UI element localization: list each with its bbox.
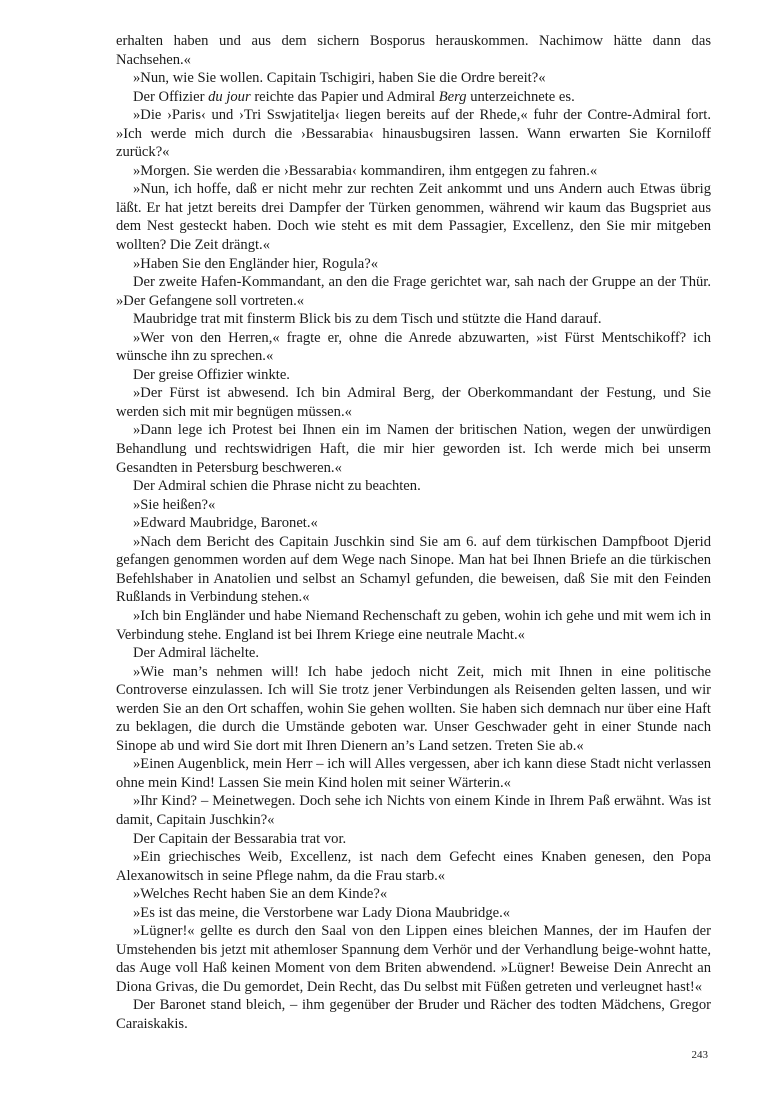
paragraph [116, 830, 711, 849]
body-text [116, 32, 711, 1034]
paragraph [116, 848, 711, 885]
paragraph [116, 496, 711, 515]
text-run: reichte das Papier und Admiral [250, 88, 439, 105]
text-run: »Die ›Paris‹ und ›Tri Sswjatitelja‹ liegen bereits auf der Rhede,« fuhr der Contre-Admiral fort. »Ich werde mich durch die ›Bessarabia‹ hinausbugsiren lassen. Wann erwarten Sie Korniloff zurück?« [116, 107, 711, 161]
text-run: »Nun, wie Sie wollen. Capitain Tschigiri, haben Sie die Ordre bereit?« [133, 70, 546, 87]
paragraph [116, 69, 711, 88]
text-run: »Haben Sie den Engländer hier, Rogula?« [133, 255, 379, 272]
paragraph [116, 180, 711, 254]
paragraph [116, 533, 711, 607]
paragraph [116, 904, 711, 923]
text-run: »Morgen. Sie werden die ›Bessarabia‹ kommandiren, ihm entgegen zu fahren.« [133, 162, 598, 179]
text-run: Der Admiral lächelte. [133, 645, 260, 662]
text-run: Der Baronet stand bleich, – ihm gegenüber der Bruder und Rächer des todten Mädchens, Gregor Caraiskakis. [116, 997, 711, 1032]
paragraph [116, 514, 711, 533]
text-run: »Wer von den Herren,« fragte er, ohne die Anrede abzuwarten, »ist Fürst Mentschikoff? ich wünsche ihn zu sprechen.« [116, 329, 711, 365]
text-run: »Ich bin Engländer und habe Niemand Rechenschaft zu geben, wohin ich gehe und mit wem ich in Verbindung stehe. England ist bei Ihrem Kriege eine neutrale Macht.« [116, 607, 711, 643]
paragraph [116, 384, 711, 421]
text-run: »Edward Maubridge, Baronet.« [133, 515, 318, 532]
page-number: 243 [691, 1049, 708, 1061]
paragraph [116, 255, 711, 274]
paragraph [116, 663, 711, 756]
paragraph [116, 32, 711, 69]
paragraph [116, 329, 711, 366]
text-run: Der greise Offizier winkte. [133, 366, 290, 383]
text-run: »Einen Augenblick, mein Herr – ich will Alles vergessen, aber ich kann diese Stadt nicht verlassen ohne mein Kind! Lassen Sie mein Kind holen mit seiner Wärterin.« [116, 756, 711, 791]
paragraph [116, 885, 711, 904]
text-run: »Sie heißen?« [133, 496, 216, 513]
text-run: »Welches Recht haben Sie an dem Kinde?« [133, 886, 388, 903]
paragraph [116, 792, 711, 829]
text-run: »Wie man’s nehmen will! Ich habe jedoch nicht Zeit, mich mit Ihnen in eine politische Controverse einzulassen. Ich will Sie trotz jener Verbindungen als Reisenden gelten lassen, und wir werden Sie an den Ort schaffen, wohin Sie gehen wollten. Sie haben sich demnach nur über eine Haft zu beklagen, die durch die Umstände geboten war. Unser Geschwader geht in einer Stunde nach Sinope ab und wird Sie dort mit Ihren Dienern an’s Land setzen. Treten Sie ab.« [116, 663, 711, 754]
paragraph [116, 162, 711, 181]
text-run: »Der Fürst ist abwesend. Ich bin Admiral Berg, der Oberkommandant der Festung, und Sie werden sich mit mir begnügen müssen.« [116, 385, 711, 420]
text-run: »Dann lege ich Protest bei Ihnen ein im Namen der britischen Nation, wegen der unwürdigen Behandlung und rechtswidrigen Haft, die mir hier geworden ist. Ich werde mich bei unserm Gesandten in Petersburg beschweren.« [116, 422, 711, 476]
text-run: Der zweite Hafen-Kommandant, an den die Frage gerichtet war, sah nach der Gruppe an der Thür. »Der Gefangene soll vortreten.« [116, 274, 711, 309]
text-run: »Ein griechisches Weib, Excellenz, ist nach dem Gefecht eines Knaben genesen, den Popa Alexanowitsch in seine Pflege nahm, da die Frau starb.« [116, 849, 711, 884]
paragraph [116, 273, 711, 310]
text-run: unterzeichnete es. [466, 88, 575, 105]
paragraph [116, 310, 711, 329]
paragraph [116, 106, 711, 162]
paragraph [116, 366, 711, 385]
paragraph [116, 644, 711, 663]
text-run: »Nach dem Bericht des Capitain Juschkin sind Sie am 6. auf dem türkischen Dampfboot Djerid gefangen genommen worden auf dem Wege nach Sinope. Man hat bei Ihnen Briefe an die türkischen Befehlshaber in Anatolien und selbst an Schamyl gefunden, die beweisen, daß Sie mit den Feinden Rußlands in Verbindung stehen.« [116, 533, 711, 606]
paragraph [116, 607, 711, 644]
text-run: Der Admiral schien die Phrase nicht zu beachten. [133, 478, 421, 495]
text-run: »Es ist das meine, die Verstorbene war Lady Diona Maubridge.« [133, 904, 511, 921]
text-run: erhalten haben und aus dem sichern Bosporus herauskommen. Nachimow hätte dann das Nachsehen.« [116, 33, 711, 68]
paragraph [116, 755, 711, 792]
text-run: »Ihr Kind? – Meinetwegen. Doch sehe ich Nichts von einem Kinde in Ihrem Paß erwähnt. Was ist damit, Capitain Juschkin?« [116, 793, 711, 828]
text-run: Der Offizier [133, 88, 209, 105]
paragraph [116, 996, 711, 1033]
italic-text: Berg [438, 88, 467, 105]
text-run: »Nun, ich hoffe, daß er nicht mehr zur rechten Zeit ankommt und uns Andern auch Etwas übrig läßt. Er hat jetzt bereits drei Dampfer der Türken genommen, während wir kaum das Bugspriet aus dem Nest gesteckt haben. Doch wie steht es mit dem Passagier, Excellenz, den Sie mir mitgeben wollten? Die Zeit drängt.« [116, 181, 711, 254]
italic-text: du jour [208, 88, 251, 105]
paragraph [116, 421, 711, 477]
paragraph [116, 88, 711, 107]
paragraph [116, 922, 711, 996]
text-run: Maubridge trat mit finsterm Blick bis zu dem Tisch und stützte die Hand darauf. [133, 311, 602, 328]
text-run: »Lügner!« gellte es durch den Saal von den Lippen eines bleichen Mannes, der im Haufen der Umstehenden bis jetzt mit athemloser Spannung dem Verhör und der Verhandlung beige-wohnt hatte, das Auge voll Haß keinen Moment von dem Briten abwendend. »Lügner! Beweise Dein Anrecht an Diona Grivas, die Du gemordet, Dein Recht, das Du selbst mit Füßen getreten und verleugnet hast!« [116, 923, 711, 995]
paragraph [116, 477, 711, 496]
text-run: Der Capitain der Bessarabia trat vor. [133, 830, 347, 847]
